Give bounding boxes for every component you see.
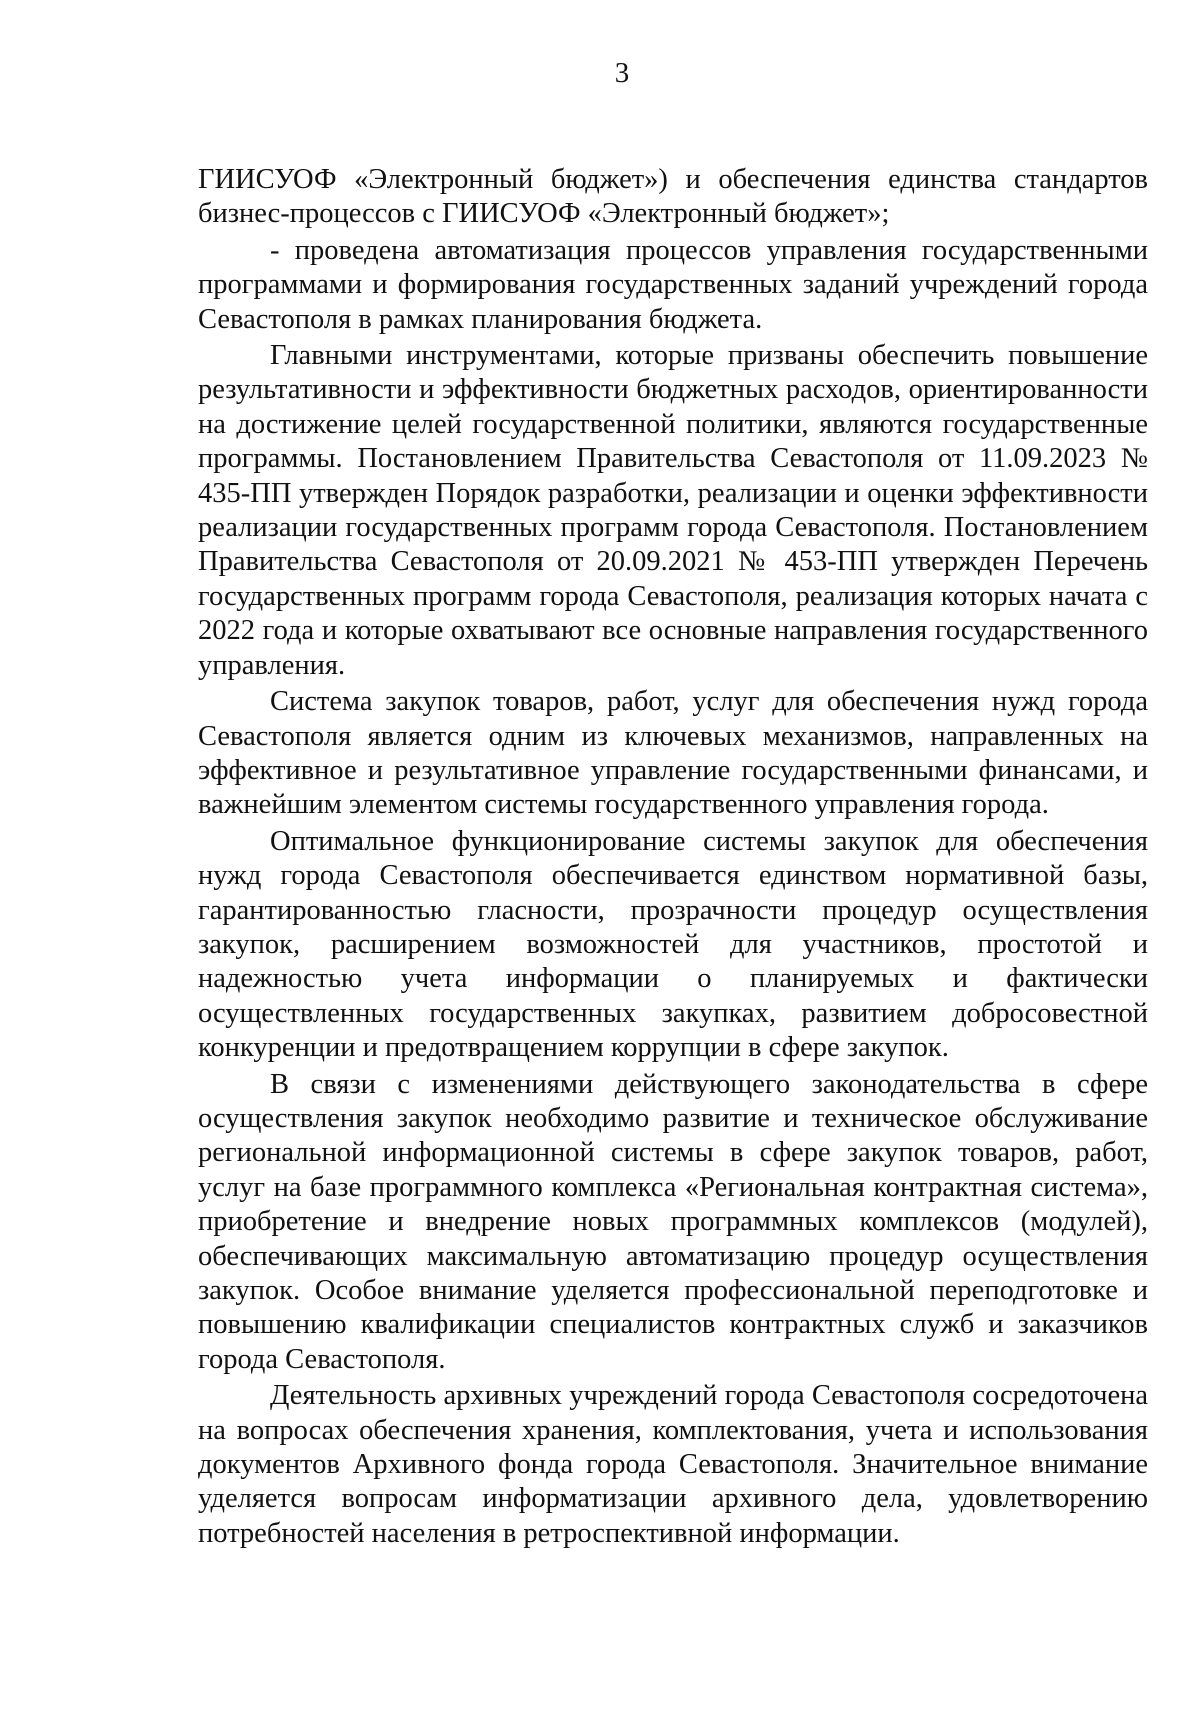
- paragraph: ГИИСУОФ «Электронный бюджет») и обеспечения единства стандартов бизнес-процессов с ГИИСУОФ «Электронный бюджет»;: [198, 164, 1148, 230]
- page-number: 3: [614, 57, 630, 89]
- paragraph: В связи с изменениями действующего законодательства в сфере осуществления закупок необходимо развитие и техническое обслуживание региональной информационной системы в сфере закупок товаров, работ, услуг на базе программного комплекса «Региональная контрактная система», приобретение и внедрение новых программных комплексов (модулей), обеспечивающих максимальную автоматизацию процедур осуществления закупок. Особое внимание уделяется профессиональной переподготовке и повышению квалификации специалистов контрактных служб и заказчиков города Севастополя.: [198, 1068, 1148, 1375]
- paragraph: Оптимальное функционирование системы закупок для обеспечения нужд города Севастополя обеспечивается единством нормативной базы, гарантированностью гласности, прозрачности процедур осуществления закупок, расширением возможностей для участников, простотой и надежностью учета информации о планируемых и фактически осуществленных государственных закупках, развитием добросовестной конкуренции и предотвращением коррупции в сфере закупок.: [198, 825, 1148, 1064]
- paragraph: Деятельность архивных учреждений города Севастополя сосредоточена на вопросах обеспечения хранения, комплектования, учета и использования документов Архивного фонда города Севастополя. Значительное внимание уделяется вопросам информатизации архивного дела, удовлетворению потребностей населения в ретроспективной информации.: [198, 1380, 1148, 1549]
- paragraph: Система закупок товаров, работ, услуг для обеспечения нужд города Севастополя является одним из ключевых механизмов, направленных на эффективное и результативное управление государственными финансами, и важнейшим элементом системы государственного управления города.: [198, 686, 1148, 821]
- paragraph: Главными инструментами, которые призваны обеспечить повышение результативности и эффективности бюджетных расходов, ориентированности на достижение целей государственной политики, являются государственные программы. Постановлением Правительства Севастополя от 11.09.2023 № 435-ПП утвержден Порядок разработки, реализации и оценки эффективности реализации государственных программ города Севастополя. Постановлением Правительства Севастополя от 20.09.2021 № 453-ПП утвержден Перечень государственных программ города Севастополя, реализация которых начата с 2022 года и которые охватывают все основные направления государственного управления.: [198, 340, 1148, 681]
- paragraph: - проведена автоматизация процессов управления государственными программами и формирования государственных заданий учреждений города Севастополя в рамках планирования бюджета.: [198, 234, 1148, 335]
- document-body: [198, 163, 1148, 1551]
